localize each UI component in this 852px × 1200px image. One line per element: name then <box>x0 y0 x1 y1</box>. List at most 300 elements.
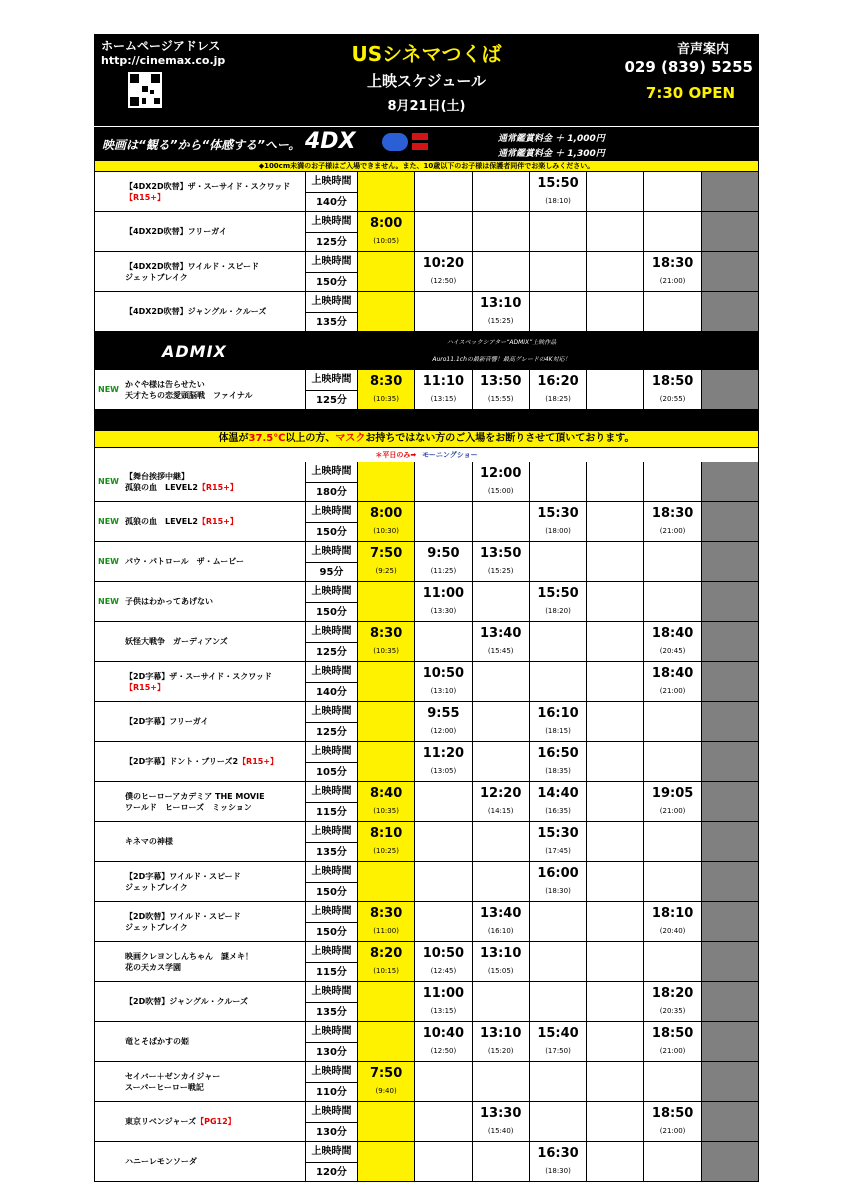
movie-row[interactable] <box>94 212 759 252</box>
showtime-cell <box>473 1142 530 1182</box>
showtime-cell[interactable] <box>473 292 530 332</box>
showtime-cell[interactable] <box>530 172 587 212</box>
showtime-start[interactable]: 16:20 <box>537 374 579 389</box>
showtime-cell <box>415 172 472 212</box>
admix-note: ハイスペックシアター“ADMIX”上映作品 <box>446 339 557 346</box>
movie-row[interactable] <box>94 782 759 822</box>
movie-title-line1: 僕のヒーローアカデミア THE MOVIE <box>125 791 265 801</box>
showtime-cell[interactable] <box>530 582 587 622</box>
runtime-value: 150分 <box>316 607 347 618</box>
unused-slot-cell <box>702 370 759 410</box>
showtime-start[interactable]: 16:00 <box>537 866 579 881</box>
unused-slot-cell <box>702 1102 759 1142</box>
runtime-label: 上映時間 <box>306 172 357 193</box>
showtime-cell <box>587 582 644 622</box>
new-badge: NEW <box>98 557 119 566</box>
showtime-cell <box>587 370 644 410</box>
showtime-start[interactable]: 13:10 <box>480 296 522 311</box>
showtime-end: (13:10) <box>430 687 457 695</box>
runtime-cell <box>306 782 358 822</box>
unused-slot-cell <box>702 462 759 502</box>
movie-title <box>125 1156 197 1167</box>
showtime-cell[interactable] <box>358 212 415 252</box>
showtime-cell <box>530 252 587 292</box>
movie-title-cell <box>95 662 306 702</box>
showtime-cell <box>415 462 472 502</box>
showtime-cell[interactable] <box>530 370 587 410</box>
showtime-start[interactable]: 13:10 <box>480 1026 522 1041</box>
movie-row[interactable] <box>94 542 759 582</box>
showtime-cell <box>358 862 415 902</box>
movie-title-cell <box>95 370 306 410</box>
movie-title <box>125 226 227 237</box>
movie-title <box>125 596 213 607</box>
movie-row[interactable] <box>94 702 759 742</box>
showtime-cell <box>415 822 472 862</box>
showtime-cell[interactable] <box>358 902 415 942</box>
homepage-label: ホームページアドレス <box>101 39 221 53</box>
showtime-cell[interactable] <box>415 582 472 622</box>
runtime-cell <box>306 902 358 942</box>
showtime-cell <box>587 1022 644 1062</box>
showtime-start[interactable]: 18:40 <box>651 666 694 681</box>
4dx-tagline: 映画は“観る”から“体感する”へー。 <box>102 138 301 152</box>
showtime-start[interactable]: 19:05 <box>651 786 694 801</box>
showtime-cell[interactable] <box>415 982 472 1022</box>
new-badge: NEW <box>98 385 119 394</box>
movie-row[interactable] <box>94 502 759 542</box>
showtime-cell[interactable] <box>644 982 701 1022</box>
unused-slot-cell <box>702 702 759 742</box>
movie-title-line1: パウ・パトロール ザ・ムービー <box>125 557 244 566</box>
showtime-cell <box>415 1102 472 1142</box>
movie-row[interactable] <box>94 1102 759 1142</box>
movie-title-cell <box>95 1062 306 1102</box>
showtime-cell <box>473 1062 530 1102</box>
movie-title <box>125 671 305 693</box>
showtime-end: (20:40) <box>659 927 686 935</box>
movie-title-line2: ジェットブレイク <box>125 272 188 282</box>
showtime-end: (21:00) <box>659 1047 686 1055</box>
showtime-start[interactable]: 18:20 <box>651 986 694 1001</box>
runtime-value: 115分 <box>316 967 347 978</box>
showtime-cell <box>358 1022 415 1062</box>
showtime-end: (10:15) <box>373 967 399 975</box>
movie-title-line1: 【4DX2D吹替】フリーガイ <box>125 227 227 236</box>
showtime-cell <box>473 702 530 742</box>
showtime-cell[interactable] <box>644 370 701 410</box>
movie-title-line1: 映画クレヨンしんちゃん 謎メキ！ <box>125 951 253 961</box>
open-time: 7:30 OPEN <box>645 84 735 102</box>
showtime-cell[interactable] <box>644 502 701 542</box>
showtime-start[interactable]: 14:40 <box>537 786 579 801</box>
showtime-cell[interactable] <box>358 822 415 862</box>
movie-title-line1: 竜とそばかすの姫 <box>125 1037 189 1046</box>
showtime-start[interactable]: 12:20 <box>480 786 522 801</box>
showtime-cell <box>587 252 644 292</box>
showtime-end: (10:35) <box>373 647 399 655</box>
showtime-end: (18:15) <box>545 727 571 735</box>
showtime-cell[interactable] <box>644 1022 701 1062</box>
showtime-end: (21:00) <box>659 527 686 535</box>
showtime-start[interactable]: 11:00 <box>422 986 465 1001</box>
movie-title <box>125 379 252 401</box>
movie-row[interactable] <box>94 462 759 502</box>
showtime-cell <box>415 622 472 662</box>
schedule-title: 上映スケジュール <box>366 72 487 90</box>
theater-name: USシネマつくば <box>351 42 502 66</box>
homepage-url[interactable]: http://cinemax.co.jp <box>101 54 226 67</box>
showtime-start[interactable]: 10:50 <box>422 666 465 681</box>
showtime-start[interactable]: 18:30 <box>651 506 694 521</box>
showtime-end: (15:25) <box>487 317 514 325</box>
showtime-cell <box>644 1142 701 1182</box>
showtime-start[interactable]: 9:55 <box>427 706 460 721</box>
movie-rating: 【R15+】 <box>197 482 238 492</box>
runtime-value: 140分 <box>316 197 347 208</box>
showtime-start[interactable]: 7:50 <box>369 1066 403 1081</box>
showtime-cell[interactable] <box>530 742 587 782</box>
showtime-cell[interactable] <box>530 702 587 742</box>
voice-guide-label: 音声案内 <box>676 42 729 57</box>
movie-title <box>125 791 265 813</box>
showtime-start[interactable]: 8:00 <box>369 506 403 521</box>
movie-row[interactable] <box>94 862 759 902</box>
showtime-start[interactable]: 8:30 <box>369 626 403 641</box>
runtime-label: 上映時間 <box>306 862 357 883</box>
runtime-value: 180分 <box>316 487 347 498</box>
runtime-value: 130分 <box>316 1127 347 1138</box>
showtime-start[interactable]: 18:40 <box>651 626 694 641</box>
showtime-end: (18:35) <box>545 767 571 775</box>
showtime-start[interactable]: 15:30 <box>537 826 579 841</box>
showtime-end: (12:45) <box>430 967 457 975</box>
movie-title <box>125 871 241 893</box>
4dx-notice: ◆100cm未満のお子様はご入場できません。また、10歳以下のお子様は保護者同伴でお楽しみください。 <box>94 161 759 172</box>
showtime-cell[interactable] <box>358 782 415 822</box>
showtime-cell[interactable] <box>358 542 415 582</box>
runtime-label: 上映時間 <box>306 252 357 273</box>
movie-title <box>125 716 209 727</box>
showtime-cell[interactable] <box>473 782 530 822</box>
showtime-start[interactable]: 18:50 <box>651 1026 694 1041</box>
runtime-cell <box>306 702 358 742</box>
movie-title-line1: ハニーレモンソーダ <box>125 1157 197 1166</box>
showtime-end: (10:30) <box>373 527 399 535</box>
showtime-start[interactable]: 15:30 <box>537 506 579 521</box>
showtime-end: (18:30) <box>545 1167 571 1175</box>
showtime-cell <box>358 172 415 212</box>
movie-row[interactable] <box>94 252 759 292</box>
movie-row[interactable] <box>94 172 759 212</box>
movie-title-line2: 孤狼の血 LEVEL2 <box>125 482 198 492</box>
showtime-start[interactable]: 13:50 <box>480 374 522 389</box>
movie-title-line2: ワールド ヒーローズ ミッション <box>125 802 252 812</box>
showtime-cell <box>530 212 587 252</box>
showtime-cell <box>473 252 530 292</box>
showtime-cell[interactable] <box>473 942 530 982</box>
showtime-start[interactable]: 12:00 <box>480 466 522 481</box>
movie-row[interactable] <box>94 582 759 622</box>
section-divider <box>94 410 759 430</box>
movie-title-line1: 【4DX2D吹替】ザ・スーサイド・スクワッド <box>125 181 291 191</box>
showtime-cell <box>587 822 644 862</box>
showtime-cell[interactable] <box>644 782 701 822</box>
runtime-label: 上映時間 <box>306 702 357 723</box>
movie-row[interactable] <box>94 662 759 702</box>
showtime-start[interactable]: 15:50 <box>537 586 579 601</box>
showtime-start[interactable]: 13:10 <box>480 946 522 961</box>
showtime-cell <box>473 862 530 902</box>
band-4dx <box>94 126 759 161</box>
movie-title-cell <box>95 1022 306 1062</box>
showtime-cell[interactable] <box>358 622 415 662</box>
runtime-label: 上映時間 <box>306 1022 357 1043</box>
showtime-end: (21:00) <box>659 687 686 695</box>
showtime-cell[interactable] <box>415 662 472 702</box>
movie-row[interactable] <box>94 292 759 332</box>
showtime-start[interactable]: 15:40 <box>537 1026 579 1041</box>
showtime-cell <box>473 742 530 782</box>
runtime-cell <box>306 1102 358 1142</box>
showtime-start[interactable]: 13:40 <box>480 906 522 921</box>
showtime-cell[interactable] <box>473 370 530 410</box>
showtime-end: (15:05) <box>487 967 514 975</box>
showtime-cell[interactable] <box>358 942 415 982</box>
showtime-cell[interactable] <box>644 622 701 662</box>
showtime-cell[interactable] <box>473 902 530 942</box>
showtime-cell <box>644 542 701 582</box>
movie-row[interactable] <box>94 902 759 942</box>
unused-slot-cell <box>702 902 759 942</box>
showtime-cell[interactable] <box>644 252 701 292</box>
showtime-cell <box>644 172 701 212</box>
movie-title-line2: 花の天カス学園 <box>125 962 181 972</box>
showtime-cell <box>587 702 644 742</box>
showtime-cell[interactable] <box>473 622 530 662</box>
showtime-cell[interactable] <box>415 702 472 742</box>
showtime-start[interactable]: 10:40 <box>422 1026 465 1041</box>
runtime-cell <box>306 822 358 862</box>
runtime-label: 上映時間 <box>306 782 357 803</box>
showtime-start[interactable]: 8:40 <box>369 786 403 801</box>
movie-row[interactable] <box>94 370 759 410</box>
covid-notice-c: 以上の方、 <box>285 433 336 444</box>
runtime-value: 125分 <box>316 647 347 658</box>
showtime-cell <box>644 742 701 782</box>
showtime-cell[interactable] <box>644 662 701 702</box>
showtime-cell[interactable] <box>415 252 472 292</box>
unused-slot-cell <box>702 1142 759 1182</box>
price-line-3d: 通常鑑賞料金 ＋ 1,300円 <box>498 149 605 159</box>
runtime-value: 95分 <box>319 567 344 578</box>
showtime-cell <box>358 1142 415 1182</box>
movie-row[interactable] <box>94 942 759 982</box>
band-admix <box>94 332 759 370</box>
movie-title-cell <box>95 462 306 502</box>
movie-row[interactable] <box>94 622 759 662</box>
showtime-cell <box>587 1142 644 1182</box>
runtime-value: 125分 <box>316 395 347 406</box>
runtime-label: 上映時間 <box>306 1062 357 1083</box>
showtime-end: (18:00) <box>545 527 571 535</box>
runtime-label: 上映時間 <box>306 462 357 483</box>
showtime-end: (10:35) <box>373 395 399 403</box>
movie-row[interactable] <box>94 822 759 862</box>
showtime-start[interactable]: 10:20 <box>422 256 465 271</box>
showtime-cell[interactable] <box>473 1022 530 1062</box>
movie-title <box>125 836 173 847</box>
showtime-cell <box>415 502 472 542</box>
runtime-cell <box>306 292 358 332</box>
4dx-logo: 4DX <box>305 129 356 154</box>
showtime-cell <box>530 982 587 1022</box>
showtime-start[interactable]: 18:50 <box>651 1106 694 1121</box>
runtime-label: 上映時間 <box>306 822 357 843</box>
showtime-end: (14:15) <box>487 807 514 815</box>
movie-rating: 【R15+】 <box>125 682 165 692</box>
showtime-end: (13:05) <box>430 767 457 775</box>
showtime-cell <box>358 582 415 622</box>
unused-slot-cell <box>702 622 759 662</box>
covid-notice-temp: 37.5℃ <box>248 433 286 444</box>
runtime-label: 上映時間 <box>306 542 357 563</box>
showtime-cell <box>587 862 644 902</box>
runtime-value: 115分 <box>316 807 347 818</box>
movie-title-cell <box>95 902 306 942</box>
showtime-start[interactable]: 16:30 <box>537 1146 579 1161</box>
showtime-cell[interactable] <box>530 862 587 902</box>
showtime-start[interactable]: 18:10 <box>651 906 694 921</box>
movie-title-line1: 【2D吹替】ジャングル・クルーズ <box>125 997 249 1006</box>
showtime-cell[interactable] <box>415 1022 472 1062</box>
runtime-label: 上映時間 <box>306 370 357 391</box>
admix-logo: ADMIX <box>162 342 227 361</box>
showtime-end: (18:25) <box>545 395 571 403</box>
morning-show-label: モーニングショー <box>422 451 478 459</box>
movie-title-line2: 天才たちの恋愛頭脳戦 ファイナル <box>125 390 253 400</box>
showtime-start[interactable]: 13:50 <box>480 546 522 561</box>
showtime-cell[interactable] <box>358 1062 415 1102</box>
movie-title-line1: 【4DX2D吹替】ジャングル・クルーズ <box>125 307 267 316</box>
unused-slot-cell <box>702 1022 759 1062</box>
showtime-cell <box>415 862 472 902</box>
showtime-cell[interactable] <box>530 502 587 542</box>
movie-title <box>125 911 241 933</box>
showtime-cell <box>644 462 701 502</box>
showtime-start[interactable]: 13:40 <box>480 626 522 641</box>
showtime-end: (15:45) <box>487 647 514 655</box>
showtime-start[interactable]: 9:50 <box>427 546 460 561</box>
movie-row[interactable] <box>94 742 759 782</box>
showtime-cell[interactable] <box>530 782 587 822</box>
runtime-cell <box>306 742 358 782</box>
runtime-label: 上映時間 <box>306 982 357 1003</box>
showtime-cell <box>358 462 415 502</box>
showtime-cell[interactable] <box>530 1142 587 1182</box>
unused-slot-cell <box>702 252 759 292</box>
runtime-value: 110分 <box>316 1087 347 1098</box>
showtime-cell[interactable] <box>644 1102 701 1142</box>
runtime-value: 150分 <box>316 277 347 288</box>
movie-row[interactable] <box>94 1022 759 1062</box>
showtime-cell <box>587 212 644 252</box>
unused-slot-cell <box>702 1062 759 1102</box>
showtime-start[interactable]: 8:10 <box>369 826 403 841</box>
unused-slot-cell <box>702 212 759 252</box>
movie-title-cell <box>95 822 306 862</box>
showtime-start[interactable]: 11:20 <box>422 746 465 761</box>
showtime-cell <box>644 1062 701 1102</box>
showtime-start[interactable]: 16:50 <box>537 746 579 761</box>
showtime-start[interactable]: 7:50 <box>369 546 403 561</box>
movie-title <box>125 756 278 767</box>
showtime-cell[interactable] <box>530 822 587 862</box>
showtime-start[interactable]: 8:00 <box>369 216 403 231</box>
showtime-start[interactable]: 16:10 <box>537 706 579 721</box>
showtime-cell <box>587 502 644 542</box>
runtime-cell <box>306 172 358 212</box>
movie-title <box>125 261 259 283</box>
showtime-end: (15:25) <box>487 567 514 575</box>
showtime-cell[interactable] <box>358 502 415 542</box>
showtime-cell[interactable] <box>530 1022 587 1062</box>
showtime-end: (10:35) <box>373 807 399 815</box>
movie-row[interactable] <box>94 1062 759 1102</box>
movie-title-cell <box>95 742 306 782</box>
showtime-start[interactable]: 8:30 <box>369 906 403 921</box>
showtime-start[interactable]: 13:30 <box>480 1106 522 1121</box>
showtime-cell <box>530 942 587 982</box>
showtime-cell[interactable] <box>473 1102 530 1142</box>
movie-title <box>125 996 248 1007</box>
section-4dx <box>94 172 759 332</box>
showtime-cell <box>644 942 701 982</box>
movie-title-cell <box>95 782 306 822</box>
showtime-cell[interactable] <box>415 542 472 582</box>
showtime-start[interactable]: 8:20 <box>369 946 403 961</box>
showtime-start[interactable]: 18:50 <box>651 374 694 389</box>
price-line-2d: 通常鑑賞料金 ＋ 1,000円 <box>498 134 605 144</box>
showtime-start[interactable]: 15:50 <box>537 176 579 191</box>
movie-row[interactable] <box>94 1142 759 1182</box>
showtime-cell <box>587 462 644 502</box>
showtime-cell[interactable] <box>473 542 530 582</box>
showtime-cell[interactable] <box>644 902 701 942</box>
showtime-cell <box>358 252 415 292</box>
showtime-cell[interactable] <box>415 942 472 982</box>
showtime-end: (12:50) <box>430 277 457 285</box>
showtime-start[interactable]: 8:30 <box>369 374 403 389</box>
showtime-start[interactable]: 11:10 <box>422 374 465 389</box>
showtime-end: (20:45) <box>659 647 686 655</box>
showtime-cell[interactable] <box>415 370 472 410</box>
showtime-start[interactable]: 10:50 <box>422 946 465 961</box>
covid-notice-a: 体温が <box>218 433 249 444</box>
price-tag-2d-icon <box>412 133 428 140</box>
movie-row[interactable] <box>94 982 759 1022</box>
runtime-value: 120分 <box>316 1167 347 1178</box>
showtime-start[interactable]: 18:30 <box>651 256 694 271</box>
runtime-cell <box>306 1062 358 1102</box>
runtime-label: 上映時間 <box>306 622 357 643</box>
movie-rating: 【PG12】 <box>196 1117 236 1126</box>
showtime-cell[interactable] <box>473 462 530 502</box>
showtime-cell[interactable] <box>358 370 415 410</box>
showtime-cell[interactable] <box>415 742 472 782</box>
movie-title-line1: 孤狼の血 LEVEL2 <box>125 517 198 526</box>
showtime-start[interactable]: 11:00 <box>422 586 465 601</box>
